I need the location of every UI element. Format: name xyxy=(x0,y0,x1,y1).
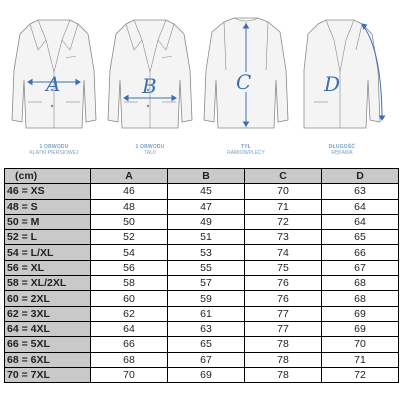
measurement-cell: 55 xyxy=(168,260,245,275)
table-row xyxy=(5,199,399,214)
measurement-cell: 69 xyxy=(322,321,399,336)
measurement-cell: 75 xyxy=(245,260,322,275)
jacket-side-icon xyxy=(296,10,388,140)
measurement-cell: 60 xyxy=(91,291,168,306)
table-row xyxy=(5,276,399,291)
measurement-cell: 57 xyxy=(168,276,245,291)
table-body xyxy=(5,184,399,383)
table-row xyxy=(5,367,399,382)
figure-c-caption: TYŁ xyxy=(240,144,252,150)
measurement-cell: 54 xyxy=(91,245,168,260)
measurement-cell: 78 xyxy=(245,367,322,382)
jacket-figure-b xyxy=(104,10,196,165)
size-label-cell: 58 = XL/2XL xyxy=(5,276,91,291)
jacket-figures xyxy=(0,0,400,165)
measurement-cell: 69 xyxy=(168,367,245,382)
measurement-cell: 62 xyxy=(91,306,168,321)
table-row xyxy=(5,214,399,229)
size-label-cell: 70 = 7XL xyxy=(5,367,91,382)
header-a: A xyxy=(91,169,168,184)
header-d: D xyxy=(322,169,399,184)
measurement-cell: 70 xyxy=(322,337,399,352)
table-row xyxy=(5,260,399,275)
size-label-cell: 56 = XL xyxy=(5,260,91,275)
measurement-cell: 70 xyxy=(245,184,322,199)
figure-c-subcaption: RAMION/PLECY xyxy=(227,150,265,156)
jacket-figure-c xyxy=(200,10,292,165)
jacket-figure-a xyxy=(8,10,100,165)
figure-a-subcaption: KLATKI PIERSIOWEJ xyxy=(29,150,79,156)
measurement-cell: 70 xyxy=(91,367,168,382)
measurement-cell: 64 xyxy=(322,199,399,214)
figure-letter-c: C xyxy=(236,70,252,94)
measurement-cell: 74 xyxy=(245,245,322,260)
measurement-cell: 61 xyxy=(168,306,245,321)
table-row xyxy=(5,337,399,352)
measurement-cell: 77 xyxy=(245,321,322,336)
measurement-cell: 64 xyxy=(322,214,399,229)
figure-b-subcaption: TALII xyxy=(144,150,156,156)
measurement-cell: 71 xyxy=(322,352,399,367)
figure-b-caption: 1 OBWODU xyxy=(135,144,165,150)
table-row xyxy=(5,321,399,336)
measurement-cell: 67 xyxy=(322,260,399,275)
table-row xyxy=(5,184,399,199)
jacket-figure-d xyxy=(296,10,388,165)
measurement-cell: 46 xyxy=(91,184,168,199)
measurement-cell: 50 xyxy=(91,214,168,229)
measurement-cell: 72 xyxy=(245,214,322,229)
size-label-cell: 64 = 4XL xyxy=(5,321,91,336)
size-label-cell: 54 = L/XL xyxy=(5,245,91,260)
measurement-cell: 68 xyxy=(91,352,168,367)
measurement-cell: 52 xyxy=(91,230,168,245)
measurement-cell: 63 xyxy=(322,184,399,199)
table-row xyxy=(5,291,399,306)
measurement-cell: 71 xyxy=(245,199,322,214)
size-label-cell: 50 = M xyxy=(5,214,91,229)
table-row xyxy=(5,306,399,321)
table-header-row xyxy=(5,169,399,184)
measurement-cell: 77 xyxy=(245,306,322,321)
header-unit: (cm) xyxy=(5,169,91,184)
measurement-cell: 66 xyxy=(322,245,399,260)
measurement-cell: 65 xyxy=(322,230,399,245)
measurement-cell: 47 xyxy=(168,199,245,214)
size-label-cell: 62 = 3XL xyxy=(5,306,91,321)
measurement-cell: 73 xyxy=(245,230,322,245)
measurement-cell: 68 xyxy=(322,276,399,291)
header-c: C xyxy=(245,169,322,184)
figure-a-caption: 1 OBWODU xyxy=(39,144,69,150)
measurement-cell: 66 xyxy=(91,337,168,352)
measurement-cell: 68 xyxy=(322,291,399,306)
size-label-cell: 46 = XS xyxy=(5,184,91,199)
measurement-cell: 78 xyxy=(245,337,322,352)
figure-d-subcaption: RĘKAWA xyxy=(331,150,353,156)
measurement-cell: 56 xyxy=(91,260,168,275)
measurement-cell: 45 xyxy=(168,184,245,199)
size-label-cell: 48 = S xyxy=(5,199,91,214)
measurement-cell: 78 xyxy=(245,352,322,367)
header-b: B xyxy=(168,169,245,184)
size-table xyxy=(4,168,399,383)
measurement-cell: 63 xyxy=(168,321,245,336)
measurement-cell: 69 xyxy=(322,306,399,321)
figure-letter-b: B xyxy=(142,74,157,98)
figure-d-caption: DŁUGOŚĆ xyxy=(328,144,356,150)
measurement-cell: 64 xyxy=(91,321,168,336)
table-row xyxy=(5,245,399,260)
measurement-cell: 65 xyxy=(168,337,245,352)
size-label-cell: 66 = 5XL xyxy=(5,337,91,352)
measurement-cell: 53 xyxy=(168,245,245,260)
size-label-cell: 68 = 6XL xyxy=(5,352,91,367)
table-row xyxy=(5,352,399,367)
table-row xyxy=(5,230,399,245)
measurement-cell: 72 xyxy=(322,367,399,382)
figure-letter-a: A xyxy=(46,72,61,96)
measurement-cell: 76 xyxy=(245,276,322,291)
size-label-cell: 52 = L xyxy=(5,230,91,245)
measurement-cell: 67 xyxy=(168,352,245,367)
measurement-cell: 76 xyxy=(245,291,322,306)
measurement-cell: 48 xyxy=(91,199,168,214)
size-label-cell: 60 = 2XL xyxy=(5,291,91,306)
measurement-cell: 58 xyxy=(91,276,168,291)
measurement-cell: 59 xyxy=(168,291,245,306)
figure-letter-d: D xyxy=(324,72,341,96)
measurement-cell: 51 xyxy=(168,230,245,245)
measurement-cell: 49 xyxy=(168,214,245,229)
